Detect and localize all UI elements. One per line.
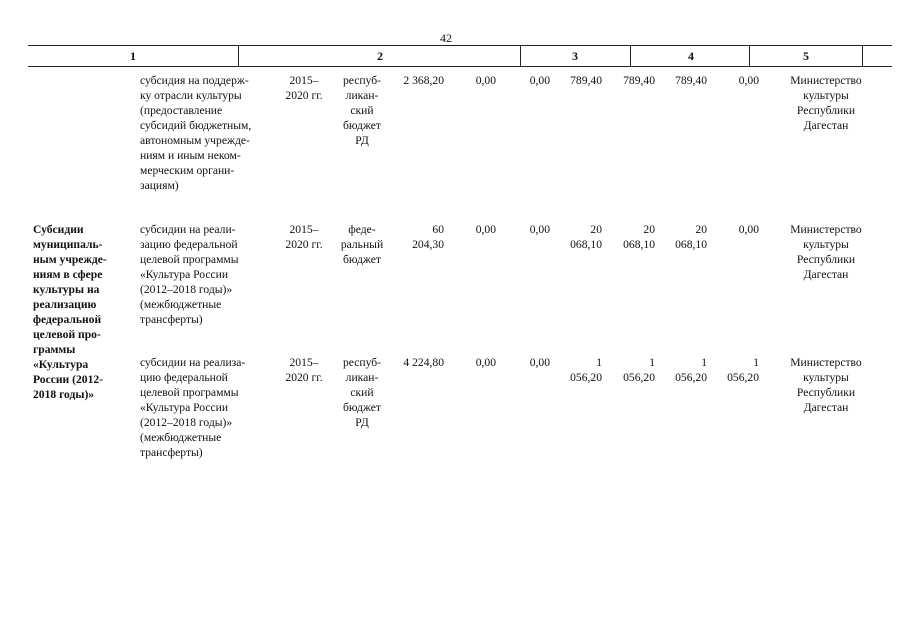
row-2-total: 60 204,30	[412, 223, 444, 251]
row-3-2015: 0,00	[475, 356, 496, 369]
row-2-2019: 20 068,10	[675, 223, 707, 251]
row-1-executor: Министерство культуры Республики Дагестан	[790, 74, 862, 132]
table-header	[28, 45, 892, 67]
row-3-2020: 1 056,20	[727, 356, 759, 384]
row-3-2019: 1 056,20	[675, 356, 707, 384]
row-1-period: 2015– 2020 гг.	[285, 74, 323, 102]
row-2-source: феде- ральный бюджет	[340, 223, 384, 266]
row-3-total: 4 224,80	[403, 356, 444, 369]
header-col-1: 1	[130, 49, 136, 63]
header-col-3: 3	[572, 49, 578, 63]
row-3-2016: 0,00	[529, 356, 550, 369]
header-col-2: 2	[377, 49, 383, 63]
header-col-4: 4	[688, 49, 694, 63]
row-1-2019: 789,40	[675, 74, 707, 87]
measure-title: Субсидии муниципаль- ным учрежде- ниям в сфере культуры на реализацию федеральной целевой про- граммы «Культура России (2012- 2018 годы)»	[33, 223, 107, 401]
row-2-2015: 0,00	[475, 223, 496, 236]
row-1-2018: 789,40	[623, 74, 655, 87]
row-1-2016: 0,00	[529, 74, 550, 87]
row-3-description: субсидии на реализа- цию федеральной целевой программы «Культура России (2012–2018 годы)» (межбюджетные трансферты)	[140, 356, 246, 459]
header-divider	[862, 45, 863, 66]
row-2-2017: 20 068,10	[570, 223, 602, 251]
row-2-period: 2015– 2020 гг.	[285, 223, 323, 251]
row-3-2018: 1 056,20	[623, 356, 655, 384]
row-3-period: 2015– 2020 гг.	[285, 356, 323, 384]
row-2-executor: Министерство культуры Республики Дагестан	[790, 223, 862, 281]
row-1-2020: 0,00	[738, 74, 759, 87]
row-1-2015: 0,00	[475, 74, 496, 87]
row-2-2018: 20 068,10	[623, 223, 655, 251]
header-divider	[238, 45, 239, 66]
row-2-2016: 0,00	[529, 223, 550, 236]
row-3-executor: Министерство культуры Республики Дагестан	[790, 356, 862, 414]
row-1-source: респуб- ликан- ский бюджет РД	[343, 74, 381, 147]
header-divider	[749, 45, 750, 66]
header-col-5: 5	[803, 49, 809, 63]
row-3-source: респуб- ликан- ский бюджет РД	[343, 356, 381, 429]
row-1-description: субсидия на поддерж- ку отрасли культуры (предоставление субсидий бюджетным, автономным учрежде- ниям и иным неком- мерческим органи- зациям)	[140, 74, 252, 192]
row-2-2020: 0,00	[738, 223, 759, 236]
header-divider	[520, 45, 521, 66]
header-divider	[630, 45, 631, 66]
page-number: 42	[440, 31, 452, 45]
row-1-2017: 789,40	[570, 74, 602, 87]
row-2-description: субсидии на реали- зацию федеральной целевой программы «Культура России (2012–2018 годы)» (межбюджетные трансферты)	[140, 223, 239, 326]
row-1-total: 2 368,20	[403, 74, 444, 87]
row-3-2017: 1 056,20	[570, 356, 602, 384]
